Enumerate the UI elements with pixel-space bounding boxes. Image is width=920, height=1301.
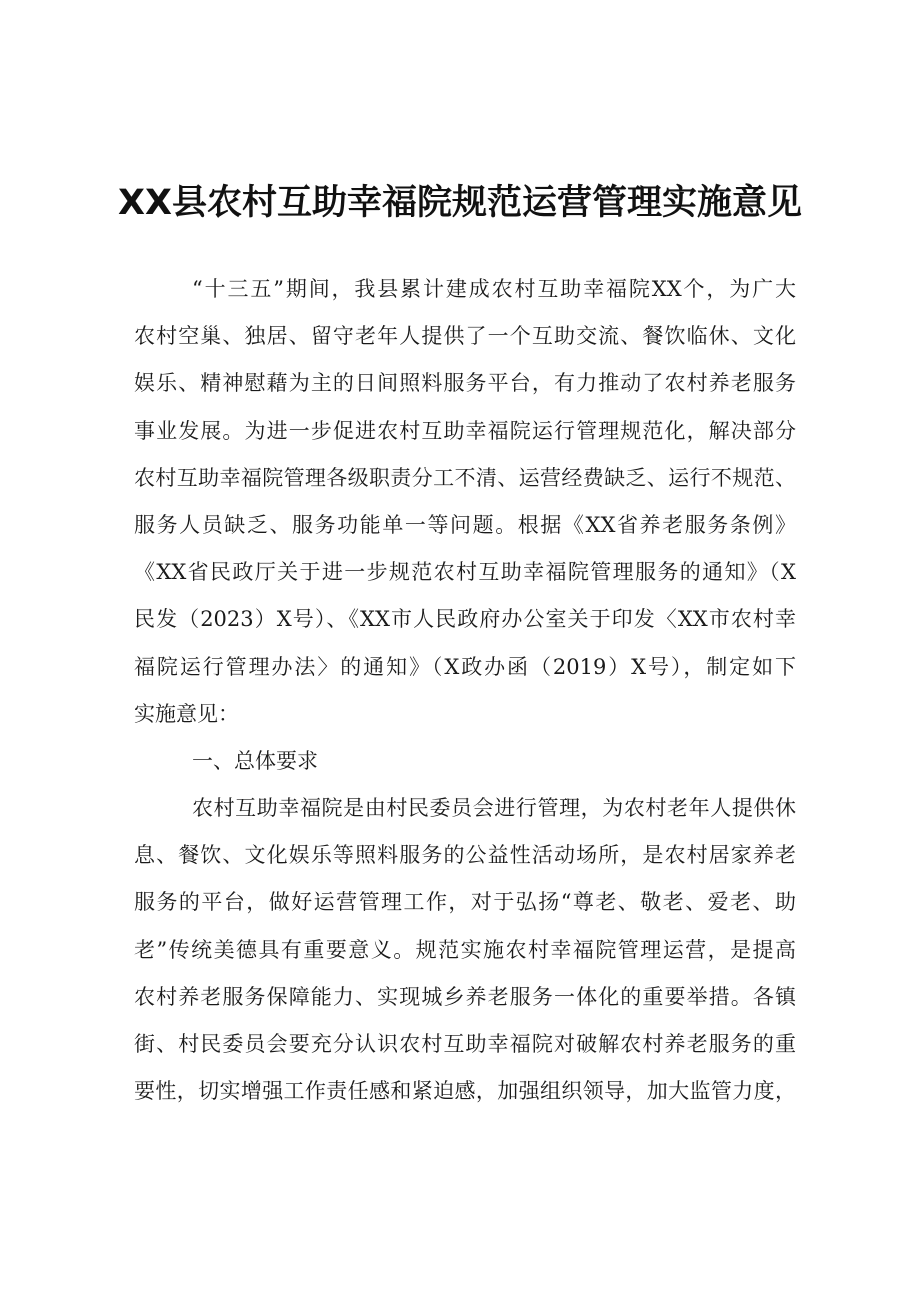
paragraph-1 bbox=[134, 266, 796, 738]
paragraph-line: 服务的平台，做好运营管理工作，对于弘扬“尊老、敬老、爱老、助 bbox=[134, 890, 796, 915]
section-heading: 一、总体要求 bbox=[192, 748, 318, 773]
document-body bbox=[134, 266, 796, 1115]
paragraph-line: 息、餐饮、文化娱乐等照料服务的公益性活动场所，是农村居家养老 bbox=[134, 843, 796, 868]
paragraph-line: 福院运行管理办法〉的通知》（X政办函（2019）X号），制定如下 bbox=[134, 654, 796, 679]
document-title: XX县农村互助幸福院规范运营管理实施意见 bbox=[118, 183, 802, 223]
paragraph-line: 农村空巢、独居、留守老年人提供了一个互助交流、餐饮临休、文化 bbox=[134, 324, 796, 349]
paragraph-line: 娱乐、精神慰藉为主的日间照料服务平台，有力推动了农村养老服务 bbox=[134, 371, 796, 396]
paragraph-line: 要性，切实增强工作责任感和紧迫感，加强组织领导，加大监管力度， bbox=[134, 1079, 796, 1104]
paragraph-line: 街、村民委员会要充分认识农村互助幸福院对破解农村养老服务的重 bbox=[134, 1032, 796, 1056]
paragraph-line: “十三五”期间，我县累计建成农村互助幸福院XX个，为广大 bbox=[192, 277, 796, 301]
paragraph-line: 农村互助幸福院是由村民委员会进行管理，为农村老年人提供休 bbox=[192, 796, 796, 821]
paragraph-line: 民发（2023）X号）、《XX市人民政府办公室关于印发〈XX市农村幸 bbox=[134, 607, 796, 632]
paragraph-line: 《XX省民政厅关于进一步规范农村互助幸福院管理服务的通知》（X bbox=[134, 560, 796, 585]
paragraph-line: 实施意见： bbox=[134, 701, 239, 726]
paragraph-line: 事业发展。为进一步促进农村互助幸福院运行管理规范化，解决部分 bbox=[134, 418, 796, 443]
paragraph-line: 农村养老服务保障能力、实现城乡养老服务一体化的重要举措。各镇 bbox=[134, 984, 796, 1009]
paragraph-line: 农村互助幸福院管理各级职责分工不清、运营经费缺乏、运行不规范、 bbox=[134, 465, 796, 490]
paragraph-2 bbox=[134, 785, 796, 1115]
paragraph-line: 服务人员缺乏、服务功能单一等问题。根据《XX省养老服务条例》 bbox=[134, 512, 796, 537]
paragraph-line: 老”传统美德具有重要意义。规范实施农村幸福院管理运营，是提高 bbox=[134, 937, 796, 962]
